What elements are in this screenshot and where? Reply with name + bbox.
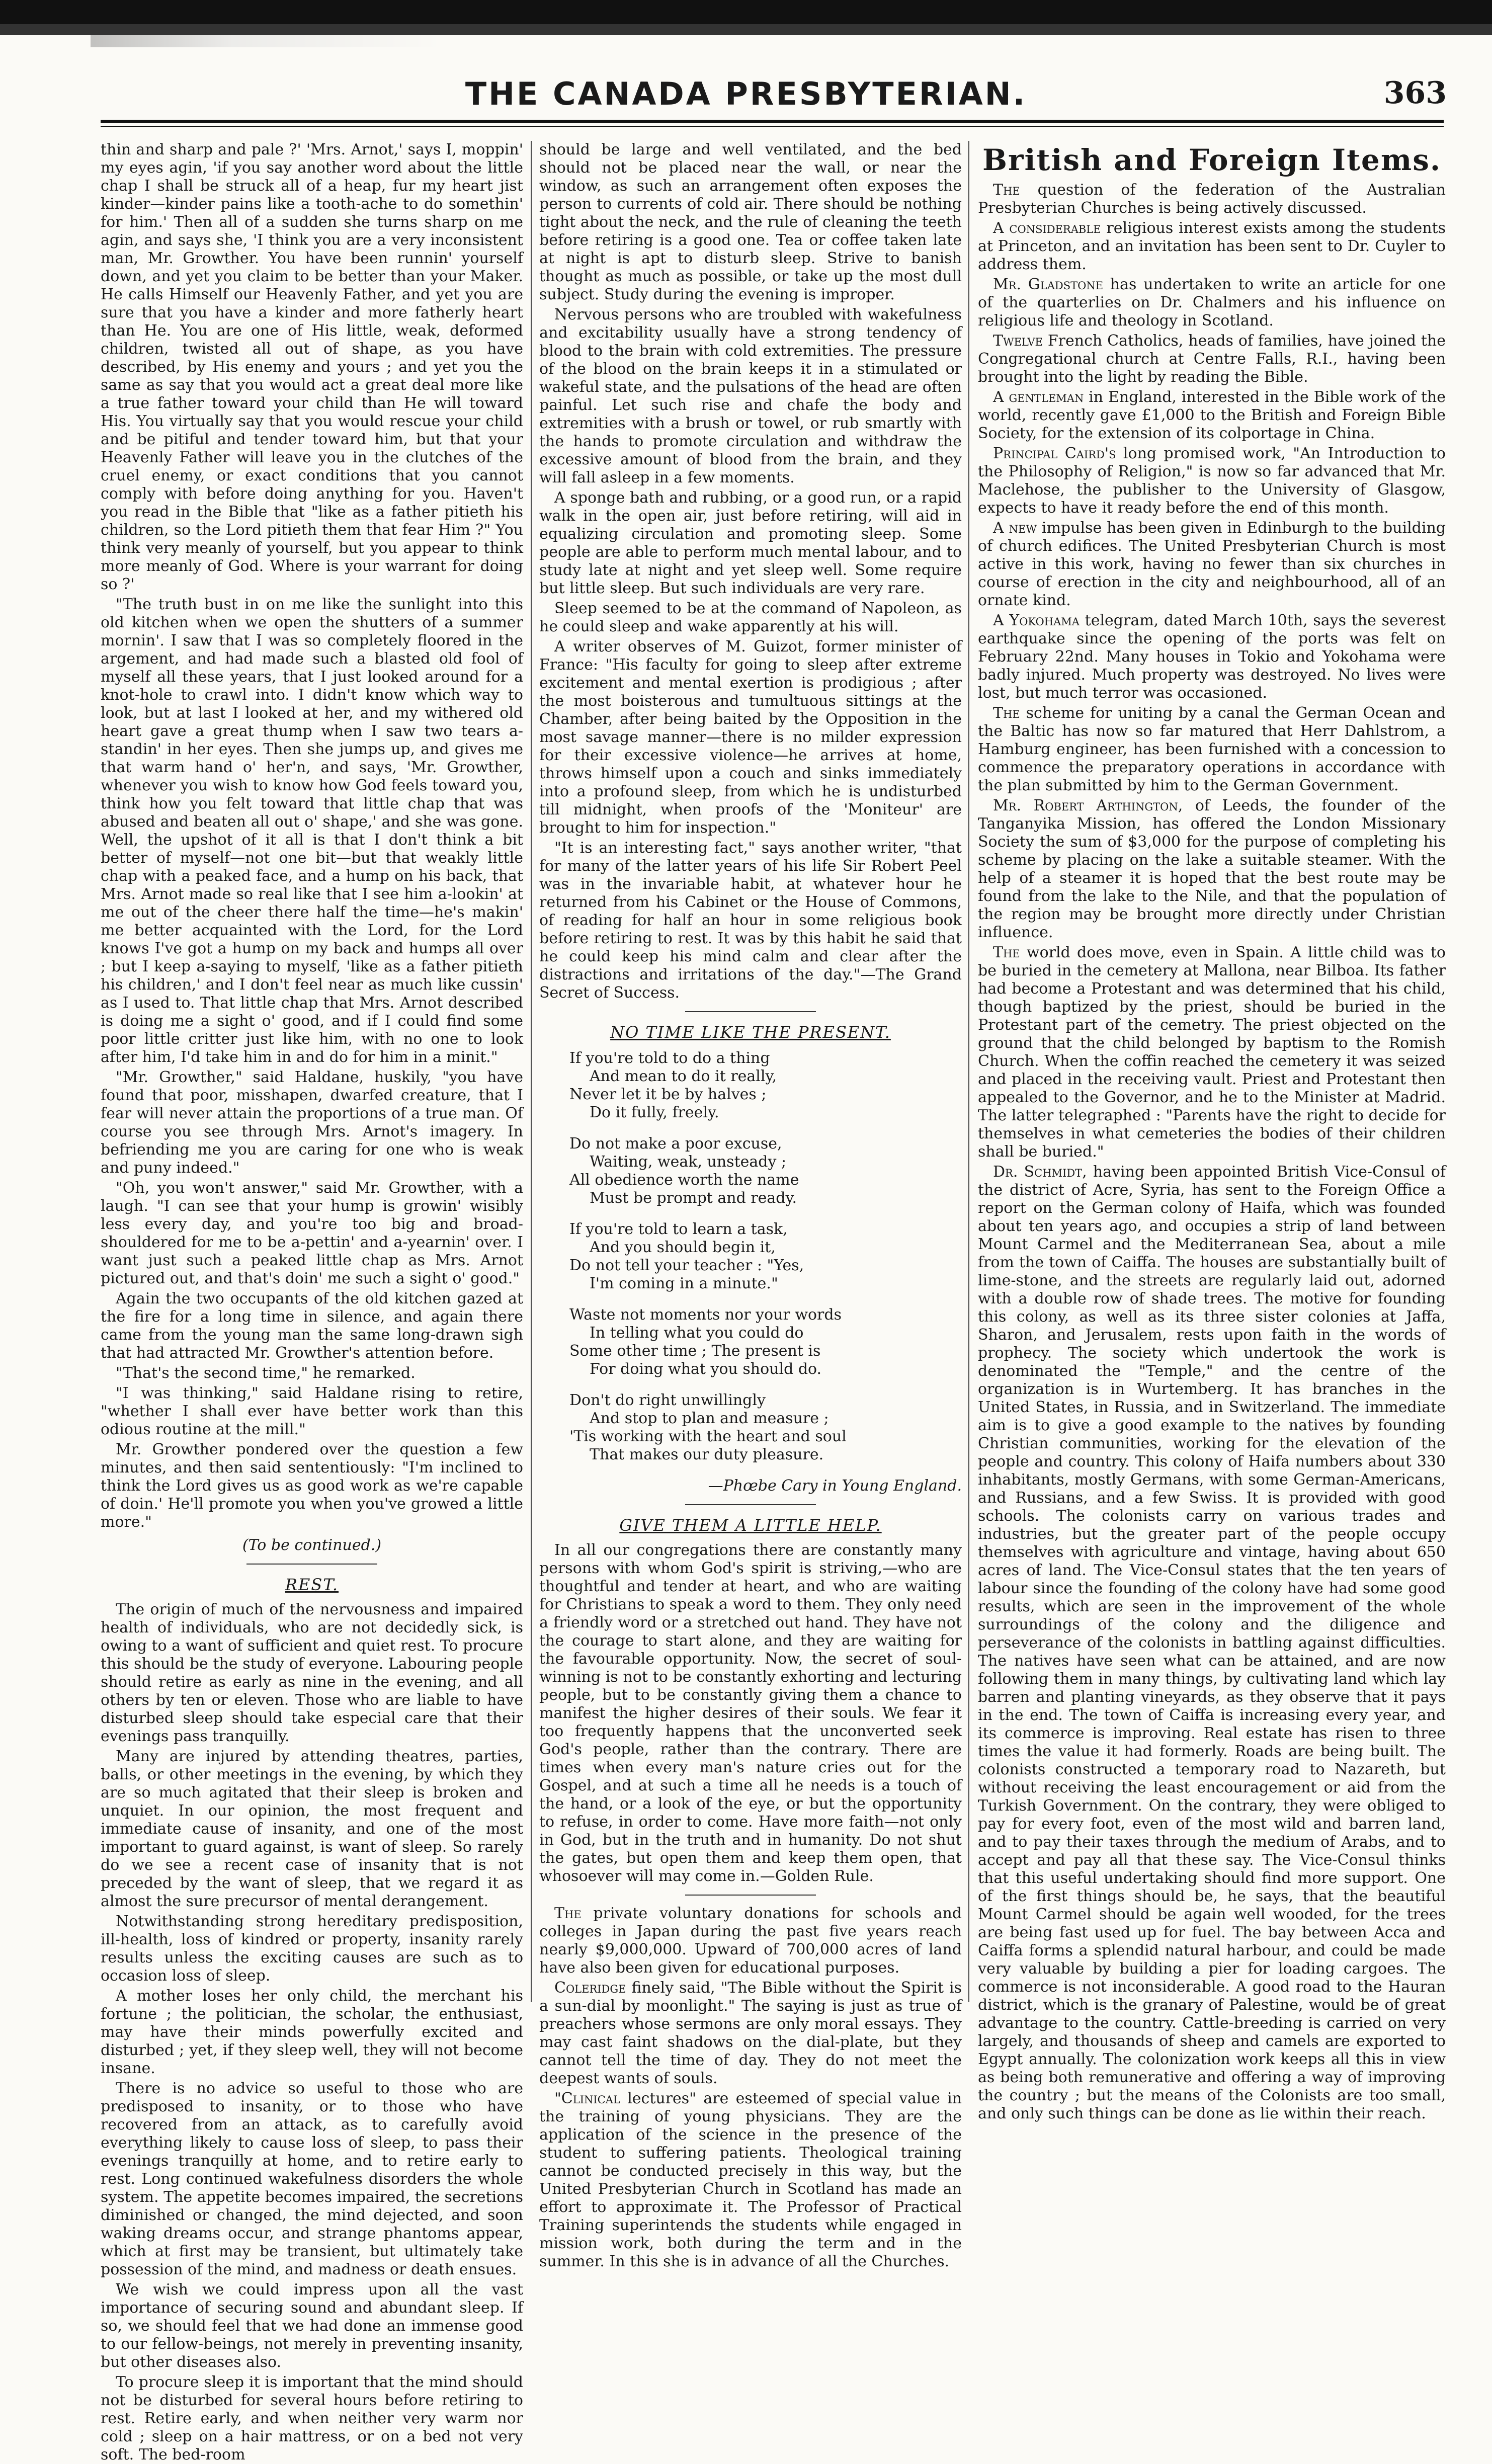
story-paragraph: Mr. Growther pondered over the question a few minutes, and then said sententiously: "I'm inclined to think the Lord gives us as good work as we're capable of doin.' He'll promote you when you've growed a little more." xyxy=(101,1441,523,1531)
page-number: 363 xyxy=(1383,75,1447,111)
note-text: lectures" are esteemed of special value in the training of young physicians. They are the application of the science in the presence of the student to suffering patients. Theological training cannot be conducted precisely in this way, but the United Presbyterian Church in Scotland has made an effort to approximate it. The Professor of Practical Training superintends the students while engaged in mission work, both during the term and in the summer. In this she is in advance of all the Churches. xyxy=(539,2090,962,2270)
item-lead: A considerable xyxy=(993,219,1101,237)
scan-top-strip-lower xyxy=(0,24,1492,35)
rest-paragraph: should be large and well ventilated, and the bed should not be placed near the wall, or near the window, as such an arrangement often exposes the person to currents of cold air. There should be nothing tight about the neck, and the rule of cleaning the teeth before retiring is a good one. Tea or coffee taken late at night is apt to disturb sleep. Strive to banish thought as much as possible, or take up the most dull subject. Study during the evening is improper. xyxy=(539,141,962,303)
item-text: in England, interested in the Bible work of the world, recently gave £1,000 to the British and Foreign Bible Society, for the extension of its colportage in China. xyxy=(978,388,1446,442)
poem-line: Do it fully, freely. xyxy=(590,1104,719,1121)
to-be-continued: (To be continued.) xyxy=(242,1536,382,1554)
item-text: of Leeds, the founder of the Tanganyika Mission, has offered the London Missionary Society the sum of $3,000 for the purpose of completing his scheme by placing on the lake a suitable steamer. With the help of a steamer it is hoped that the best route may be found from the lake to the Nile, and that the population of the region may be brought more directly under Christian influence. xyxy=(978,797,1446,941)
poem-line: Do not tell your teacher : "Yes, xyxy=(569,1257,804,1274)
poem-line: Waste not moments nor your words xyxy=(569,1306,842,1324)
poem-attribution: —Phœbe Cary in Young England. xyxy=(708,1477,962,1495)
item-lead: The xyxy=(993,704,1020,722)
header-rule xyxy=(101,120,1444,123)
poem-line: If you're told to learn a task, xyxy=(569,1220,788,1238)
poem-stanza xyxy=(569,1306,962,1378)
british-foreign-heading: British and Foreign Items. xyxy=(982,143,1442,177)
item-text: telegram, dated March 10th, says the severest earthquake since the opening of the ports was felt on February 22nd. Many houses in Tokio and Yokohama were badly injured. Much property was destroyed. No lives were lost, but much terror was occasioned. xyxy=(978,612,1446,702)
poem-line: That makes our duty pleasure. xyxy=(590,1446,824,1463)
scan-artifact xyxy=(91,35,443,47)
story-paragraph: thin and sharp and pale ?' 'Mrs. Arnot,' says I, moppin' my eyes agin, 'if you say another word about the little chap I shall be struck all of a heap, fur my heart jist kinder—kinder pains like a tooth-ache to do somethin' for him.' Then all of a sudden she turns sharp on me agin, and says she, 'I think you are a very inconsistent man, Mr. Growther. You have been runnin' yourself down, and yet you claim to be better than your Maker. He calls Himself our Heavenly Father, and yet you are sure that you have a kinder and more fatherly heart than He. You are one of His little, weak, deformed children, twisted all out of shape, as you have described, by His enemy and yours ; and yet you the same as say that you would act a great deal more like a true father toward your child than He will toward His. You virtually say that you would rescue your child and be pitiful and tender toward him, but that your Heavenly Father will leave you in the clutches of the cruel enemy, or exact conditions that you cannot comply with before doing anything for you. Haven't you read in the Bible that "like as a father pitieth his children, so the Lord pitieth them that fear Him ?" You think very meanly of yourself, but you appear to think more meanly of God. Where is your warrant for doing so ?' xyxy=(101,141,523,593)
item-paragraph xyxy=(978,332,1446,386)
rest-paragraph: To procure sleep it is important that the mind should not be disturbed for several hours before retiring to rest. Retire early, and when neither very warm nor cold ; sleep on a hair mattress, or on a bed not very soft. The bed-room xyxy=(101,2373,523,2463)
poem-stanza xyxy=(569,1220,962,1293)
item-lead: Mr. Robert Arthington, xyxy=(993,797,1183,814)
item-paragraph xyxy=(978,612,1446,702)
section-divider xyxy=(246,1564,377,1565)
note-paragraph xyxy=(539,1979,962,2088)
column-3 xyxy=(978,141,1446,2122)
section-divider xyxy=(685,1895,816,1896)
poem-line: For doing what you should do. xyxy=(590,1360,822,1378)
item-paragraph xyxy=(978,944,1446,1161)
item-text: has undertaken to write an article for one of the quarterlies on Dr. Chalmers and his influence on religious life and theology in Scotland. xyxy=(978,276,1446,330)
item-lead: The xyxy=(993,944,1020,961)
rest-paragraph: Nervous persons who are troubled with wakefulness and excitability usually have a strong tendency of blood to the brain with cold extremities. The pressure of the blood on the brain keeps it in a stimulated or wakeful state, and the pulsations of the head are often painful. Let such rise and chafe the body and extremities with a brush or towel, or rub smartly with the hands to promote circulation and withdraw the excessive amount of blood from the brain, and they will fall asleep in a few moments. xyxy=(539,306,962,486)
item-paragraph xyxy=(978,181,1446,217)
rest-paragraph: "It is an interesting fact," says another writer, "that for many of the latter years of his life Sir Robert Peel was in the invariable habit, at whatever hour he returned from his Cabinet or the House of Commons, of reading for half an hour in some religious book before retiring to rest. It was by this habit he said that he could keep his mind calm and clear after the distractions and irritations of the day."—The Grand Secret of Success. xyxy=(539,839,962,1002)
column-divider xyxy=(531,141,532,2002)
poem-line: In telling what you could do xyxy=(590,1324,804,1342)
story-paragraph: Again the two occupants of the old kitchen gazed at the fire for a long time in silence, and again there came from the young man the same long-drawn sigh that had attracted Mr. Growther's attention before. xyxy=(101,1290,523,1362)
poem-line: Don't do right unwillingly xyxy=(569,1391,766,1409)
poem-line: And you should begin it, xyxy=(590,1239,776,1256)
item-text: scheme for uniting by a canal the German Ocean and the Baltic has now so far matured that Herr Dahlstrom, a Hamburg engineer, has been furnished with a concession to commence the preparatory operations in accordance with the plan submitted by him to the German Government. xyxy=(978,704,1446,794)
story-paragraph: "Mr. Growther," said Haldane, huskily, "you have found that poor, misshapen, dwarfed creature, that I fear will never attain the proportions of a true man. Of course you see through Mrs. Arnot's imagery. In befriending me you are caring for one who is weak and puny indeed." xyxy=(101,1069,523,1177)
item-paragraph xyxy=(978,276,1446,330)
item-lead: A Yokohama xyxy=(993,612,1080,629)
section-divider xyxy=(685,1011,816,1012)
poem-line: If you're told to do a thing xyxy=(569,1049,770,1067)
item-text: long promised work, "An Introduction to the Philosophy of Religion," is now so far advanced that Mr. Maclehose, the publisher to the University of Glasgow, expects to have it ready before the end of this month. xyxy=(978,445,1446,517)
item-lead: Dr. Schmidt, xyxy=(993,1163,1087,1181)
poem-line: Never let it be by halves ; xyxy=(569,1086,767,1103)
page-header xyxy=(0,75,1492,121)
item-text: religious interest exists among the students at Princeton, and an invitation has been sent to Dr. Cuyler to address them. xyxy=(978,219,1446,273)
help-paragraph: In all our congregations there are constantly many persons with whom God's spirit is striving,—who are thoughtful and tender at heart, and who are waiting for Christians to speak a word to them. They only need a friendly word or a stretched out hand. They have not the courage to start alone, and they are waiting for the favourable opportunity. Now, the secret of soul-winning is not to be constantly exhorting and lecturing people, but to be constantly giving them a chance to manifest the higher desires of their souls. We fear it too frequently happens that the unconverted seek God's people, rather than the contrary. There are times when every man's nature cries out for the Gospel, and at such a time all he needs is a touch of the hand, or a look of the eye, or but the opportunity to refuse, in order to come. Have more faith—not only in God, but in the truth and in humanity. Do not shut the gates, but open them and keep them open, that whosoever will may come in.—Golden Rule. xyxy=(539,1541,962,1885)
item-lead: The xyxy=(993,181,1020,199)
scan-top-strip xyxy=(0,0,1492,24)
poem-line: Must be prompt and ready. xyxy=(590,1189,797,1207)
rest-paragraph: A mother loses her only child, the merchant his fortune ; the politician, the scholar, the enthusiast, may have their minds powerfully excited and disturbed ; yet, if they sleep well, they will not become insane. xyxy=(101,1987,523,2077)
item-paragraph xyxy=(978,519,1446,610)
rest-paragraph: A writer observes of M. Guizot, former minister of France: "His faculty for going to sleep after extreme excitement and mental exertion is prodigious ; after the most boisterous and tumultuous sittings at the Chamber, after being baited by the Opposition in the most savage manner—there is no milder expression for their excessive violence—he arrives at home, throws himself upon a couch and sinks immediately into a profound sleep, from which he is undisturbed till midnight, when proofs of the 'Moniteur' are brought to him for inspection." xyxy=(539,638,962,837)
poem-line: 'Tis working with the heart and soul xyxy=(569,1428,847,1445)
item-lead: A new xyxy=(993,519,1037,537)
item-text: French Catholics, heads of families, have joined the Congregational church at Centre Falls, R.I., having been brought into the light by reading the Bible. xyxy=(978,332,1446,386)
poem-stanza xyxy=(569,1391,962,1464)
rest-paragraph: Many are injured by attending theatres, parties, balls, or other meetings in the evening, by which they are so much agitated that their sleep is broken and unquiet. In our opinion, the most frequent and immediate cause of insanity, and one of the most important to guard against, is want of sleep. So rarely do we see a recent case of insanity that is not preceded by the want of sleep, that we regard it as almost the sure precursor of mental derangement. xyxy=(101,1748,523,1910)
item-paragraph xyxy=(978,704,1446,795)
rest-paragraph: The origin of much of the nervousness and impaired health of individuals, who are not decidedly sick, is owing to a want of sufficient and quiet rest. To procure this should be the study of everyone. Labouring people should retire as early as nine in the evening, and all others by ten or eleven. Those who are liable to have disturbed sleep should take especial care that their evenings pass tranquilly. xyxy=(101,1601,523,1745)
item-text: impulse has been given in Edinburgh to the building of church edifices. The United Presbyterian Church is most active in this work, having no fewer than six churches in course of erection in the city and neighbourhood, all of an ornate kind. xyxy=(978,519,1446,609)
note-lead: The xyxy=(554,1905,582,1922)
item-lead: A gentleman xyxy=(993,388,1084,406)
rest-paragraph: Notwithstanding strong hereditary predisposition, ill-health, loss of kindred or property, insanity rarely results unless the exciting causes are such as to occasion loss of sleep. xyxy=(101,1913,523,1985)
item-text: having been appointed British Vice-Consul of the district of Acre, Syria, has sent to the Foreign Office a report on the German colony of Haifa, which was founded about ten years ago, and occupies a strip of land between Mount Carmel and the Mediterranean Sea, about a mile from the town of Caiffa. The houses are substantially built of lime-stone, and the streets are regularly laid out, adorned with a double row of shade trees. The motive for founding this colony, as well as its three sister colonies at Jaffa, Sharon, and Jerusalem, rests upon faith in the words of prophecy. The society which undertook the work is denominated the "Temple," and the centre of the organization is in Wurtemberg. It has branches in the United States, in Russia, and in Switzerland. The immediate aim is to give a good example to the natives by founding Christian communities, working for the elevation of the people and country. This colony of Haifa numbers about 330 inhabitants, mostly Germans, with some German-Americans, and Russians, and a few Swiss. It is provided with good schools. The colonists carry on various trades and industries, but the greater part of the people occupy themselves with agriculture and vintage, having about 650 acres of land. The Vice-Consul states that the ten years of labour since the founding of the colony have had some good results, which are seen in the improvement of the whole surroundings of the colony and the diligence and perseverance of the colonists in battling against difficulties. The natives have seen what can be attained, and are now following them in many things, by cultivating land which lay barren and planting vineyards, as they observe that it pays in the end. The town of Caiffa is increasing every year, and its commerce is improving. Real estate has risen to three times the value it had formerly. Roads are being built. The colonists constructed a temporary road to Nazareth, but without receiving the least encouragement or aid from the Turkish Government. On the contrary, they were obliged to pay for every foot, even of the most wild and barren land, and to pay their taxes through the medium of Arabs, and to accept and pay all that these say. The Vice-Consul thinks that this useful undertaking should find more support. One of the first things should be, he says, that the beautiful Mount Carmel should be again well wooded, for the trees are being fast used up for fuel. The bay between Acca and Caiffa forms a splendid natural harbour, and could be made very valuable by building a pier for loading cargoes. The commerce is not inconsiderable. A good road to the Hauran district, which is the granary of Palestine, would be of great advantage to the country. Cattle-breeding is carried on very largely, and thousands of sheep and camels are exported to Egypt annually. The colonization work keeps all this in view as being both remunerative and offering a way of improving the country ; but the means of the Colonists are too small, and only such things can be done as lie within their reach. xyxy=(978,1163,1446,2122)
poem-line: Waiting, weak, unsteady ; xyxy=(590,1153,787,1171)
note-lead: Coleridge xyxy=(554,1979,626,1997)
item-paragraph xyxy=(978,388,1446,443)
column-1 xyxy=(101,141,523,2463)
story-paragraph: "That's the second time," he remarked. xyxy=(116,1364,416,1382)
poem-line: And stop to plan and measure ; xyxy=(590,1410,829,1427)
item-lead: Principal Caird's xyxy=(993,445,1116,462)
story-paragraph: "Oh, you won't answer," said Mr. Growther, with a laugh. "I can see that your hump is growin' wisibly less every day, and you're too big and broad-shouldered for me to be a-pettin' and a-yearnin' over. I want just such a peaked little chap as Mrs. Arnot pictured out, and that's doin' me such a sight o' good." xyxy=(101,1179,523,1287)
poem-line: I'm coming in a minute." xyxy=(590,1275,778,1292)
poem xyxy=(569,1049,962,1495)
note-text: private voluntary donations for schools and colleges in Japan during the past five years reach nearly $9,000,000. Upward of 700,000 acres of land have also been given for educational purposes. xyxy=(539,1905,962,1977)
item-lead: Twelve xyxy=(993,332,1043,350)
rest-paragraph: We wish we could impress upon all the vast importance of securing sound and abundant sleep. If so, we should feel that we had done an immense good to our fellow-beings, not merely in preventing insanity, but other diseases also. xyxy=(101,2281,523,2371)
item-text: question of the federation of the Australian Presbyterian Churches is being actively discussed. xyxy=(978,181,1446,217)
note-text: finely said, "The Bible without the Spirit is a sun-dial by moonlight." The saying is just as true of preachers whose sermons are only moral essays. They may cast faint shadows on the dial-plate, but they cannot tell the time of day. They do not meet the deepest wants of souls. xyxy=(539,1979,962,2087)
column-divider xyxy=(968,141,969,2002)
poem-line: Do not make a poor excuse, xyxy=(569,1135,782,1153)
story-paragraph: "The truth bust in on me like the sunlight into this old kitchen when we open the shutters of a summer mornin'. I saw that I was so completely floored in the argement, and had made such a blasted old fool of myself all these years, that I just looked around for a knot-hole to crawl into. I didn't know which way to look, but at last I looked at her, and my withered old heart gave a great thump when I saw two tears a-standin' in her eyes. Then she jumps up, and gives me that warm hand o' her'n, and says, 'Mr. Growther, whenever you wish to know how God feels toward you, think how you felt toward that little chap that was abused and beaten all out o' shape,' and she was gone. Well, the upshot of it all is that I don't think a bit better of myself—not one bit—but that weakly little chap with a peaked face, and a hump on his back, that Mrs. Arnot made so real like that I see him a-lookin' at me out of the cheer there half the time—he's makin' me better acquainted with the Lord, for the Lord knows I've got a hump on my back and humps all over ; but I keep a-saying to myself, 'like as a father pitieth his children,' and I don't feel near as much like cussin' as I used to. That little chap that Mrs. Arnot described is doing me a sight o' good, and if I could find some poor little critter just like him, with no one to look after him, I'd take him in and do for him in a minit." xyxy=(101,596,523,1066)
item-text: world does move, even in Spain. A little child was to be buried in the cemetery at Mallona, near Bilboa. Its father had become a Protestant and was determined that his child, though baptized by the priest, should be buried in the Protestant part of the cemetry. The priest objected on the ground that the child belonged by baptism to the Romish Church. When the coffin reached the cemetery it was seized and placed in the receiving vault. Priest and Protestant then appealed to the Governor, and he to the Minister at Madrid. The latter telegraphed : "Parents have the right to decide for themselves in what cemeteries the bodies of their children shall be buried." xyxy=(978,944,1446,1161)
rest-paragraph: Sleep seemed to be at the command of Napoleon, as he could sleep and wake apparently at his will. xyxy=(539,600,962,635)
rest-heading: REST. xyxy=(285,1575,339,1594)
item-paragraph xyxy=(978,1163,1446,2123)
section-divider xyxy=(685,1504,816,1505)
story-paragraph: "I was thinking," said Haldane rising to retire, "whether I shall ever have better work than this odious routine at the mill." xyxy=(101,1384,523,1438)
page-title: THE CANADA PRESBYTERIAN. xyxy=(465,75,1027,112)
poem-heading: NO TIME LIKE THE PRESENT. xyxy=(610,1023,891,1042)
rest-paragraph: A sponge bath and rubbing, or a good run, or a rapid walk in the open air, just before retiring, will aid in equalizing circulation and promoting sleep. Some people are able to perform much mental labour, and to study late at night and yet sleep well. Some require but little sleep. But such individuals are very rare. xyxy=(539,489,962,597)
poem-stanza xyxy=(569,1049,962,1122)
note-lead: "Clinical xyxy=(554,2090,620,2107)
poem-line: All obedience worth the name xyxy=(569,1171,799,1189)
poem-line: And mean to do it really, xyxy=(590,1067,777,1085)
item-lead: Mr. Gladstone xyxy=(993,276,1104,293)
item-paragraph xyxy=(978,797,1446,942)
item-paragraph xyxy=(978,219,1446,274)
header-rule-thin xyxy=(101,126,1444,127)
item-paragraph xyxy=(978,445,1446,517)
note-paragraph xyxy=(539,1905,962,1977)
poem-line: Some other time ; The present is xyxy=(569,1342,821,1360)
column-2 xyxy=(539,141,962,2270)
rest-paragraph: There is no advice so useful to those who are predisposed to insanity, or to those who have recovered from an attack, as to carefully avoid everything likely to cause loss of sleep, to pass their evenings tranquilly at home, and to retire early to rest. Long continued wakefulness disorders the whole system. The appetite becomes impaired, the secretions diminished or changed, the mind dejected, and soon waking dreams occur, and strange phantoms appear, which at first may be transient, but ultimately take possession of the mind, and madness or death ensues. xyxy=(101,2080,523,2278)
poem-stanza xyxy=(569,1135,962,1207)
help-heading: GIVE THEM A LITTLE HELP. xyxy=(619,1516,882,1535)
note-paragraph xyxy=(539,2090,962,2271)
